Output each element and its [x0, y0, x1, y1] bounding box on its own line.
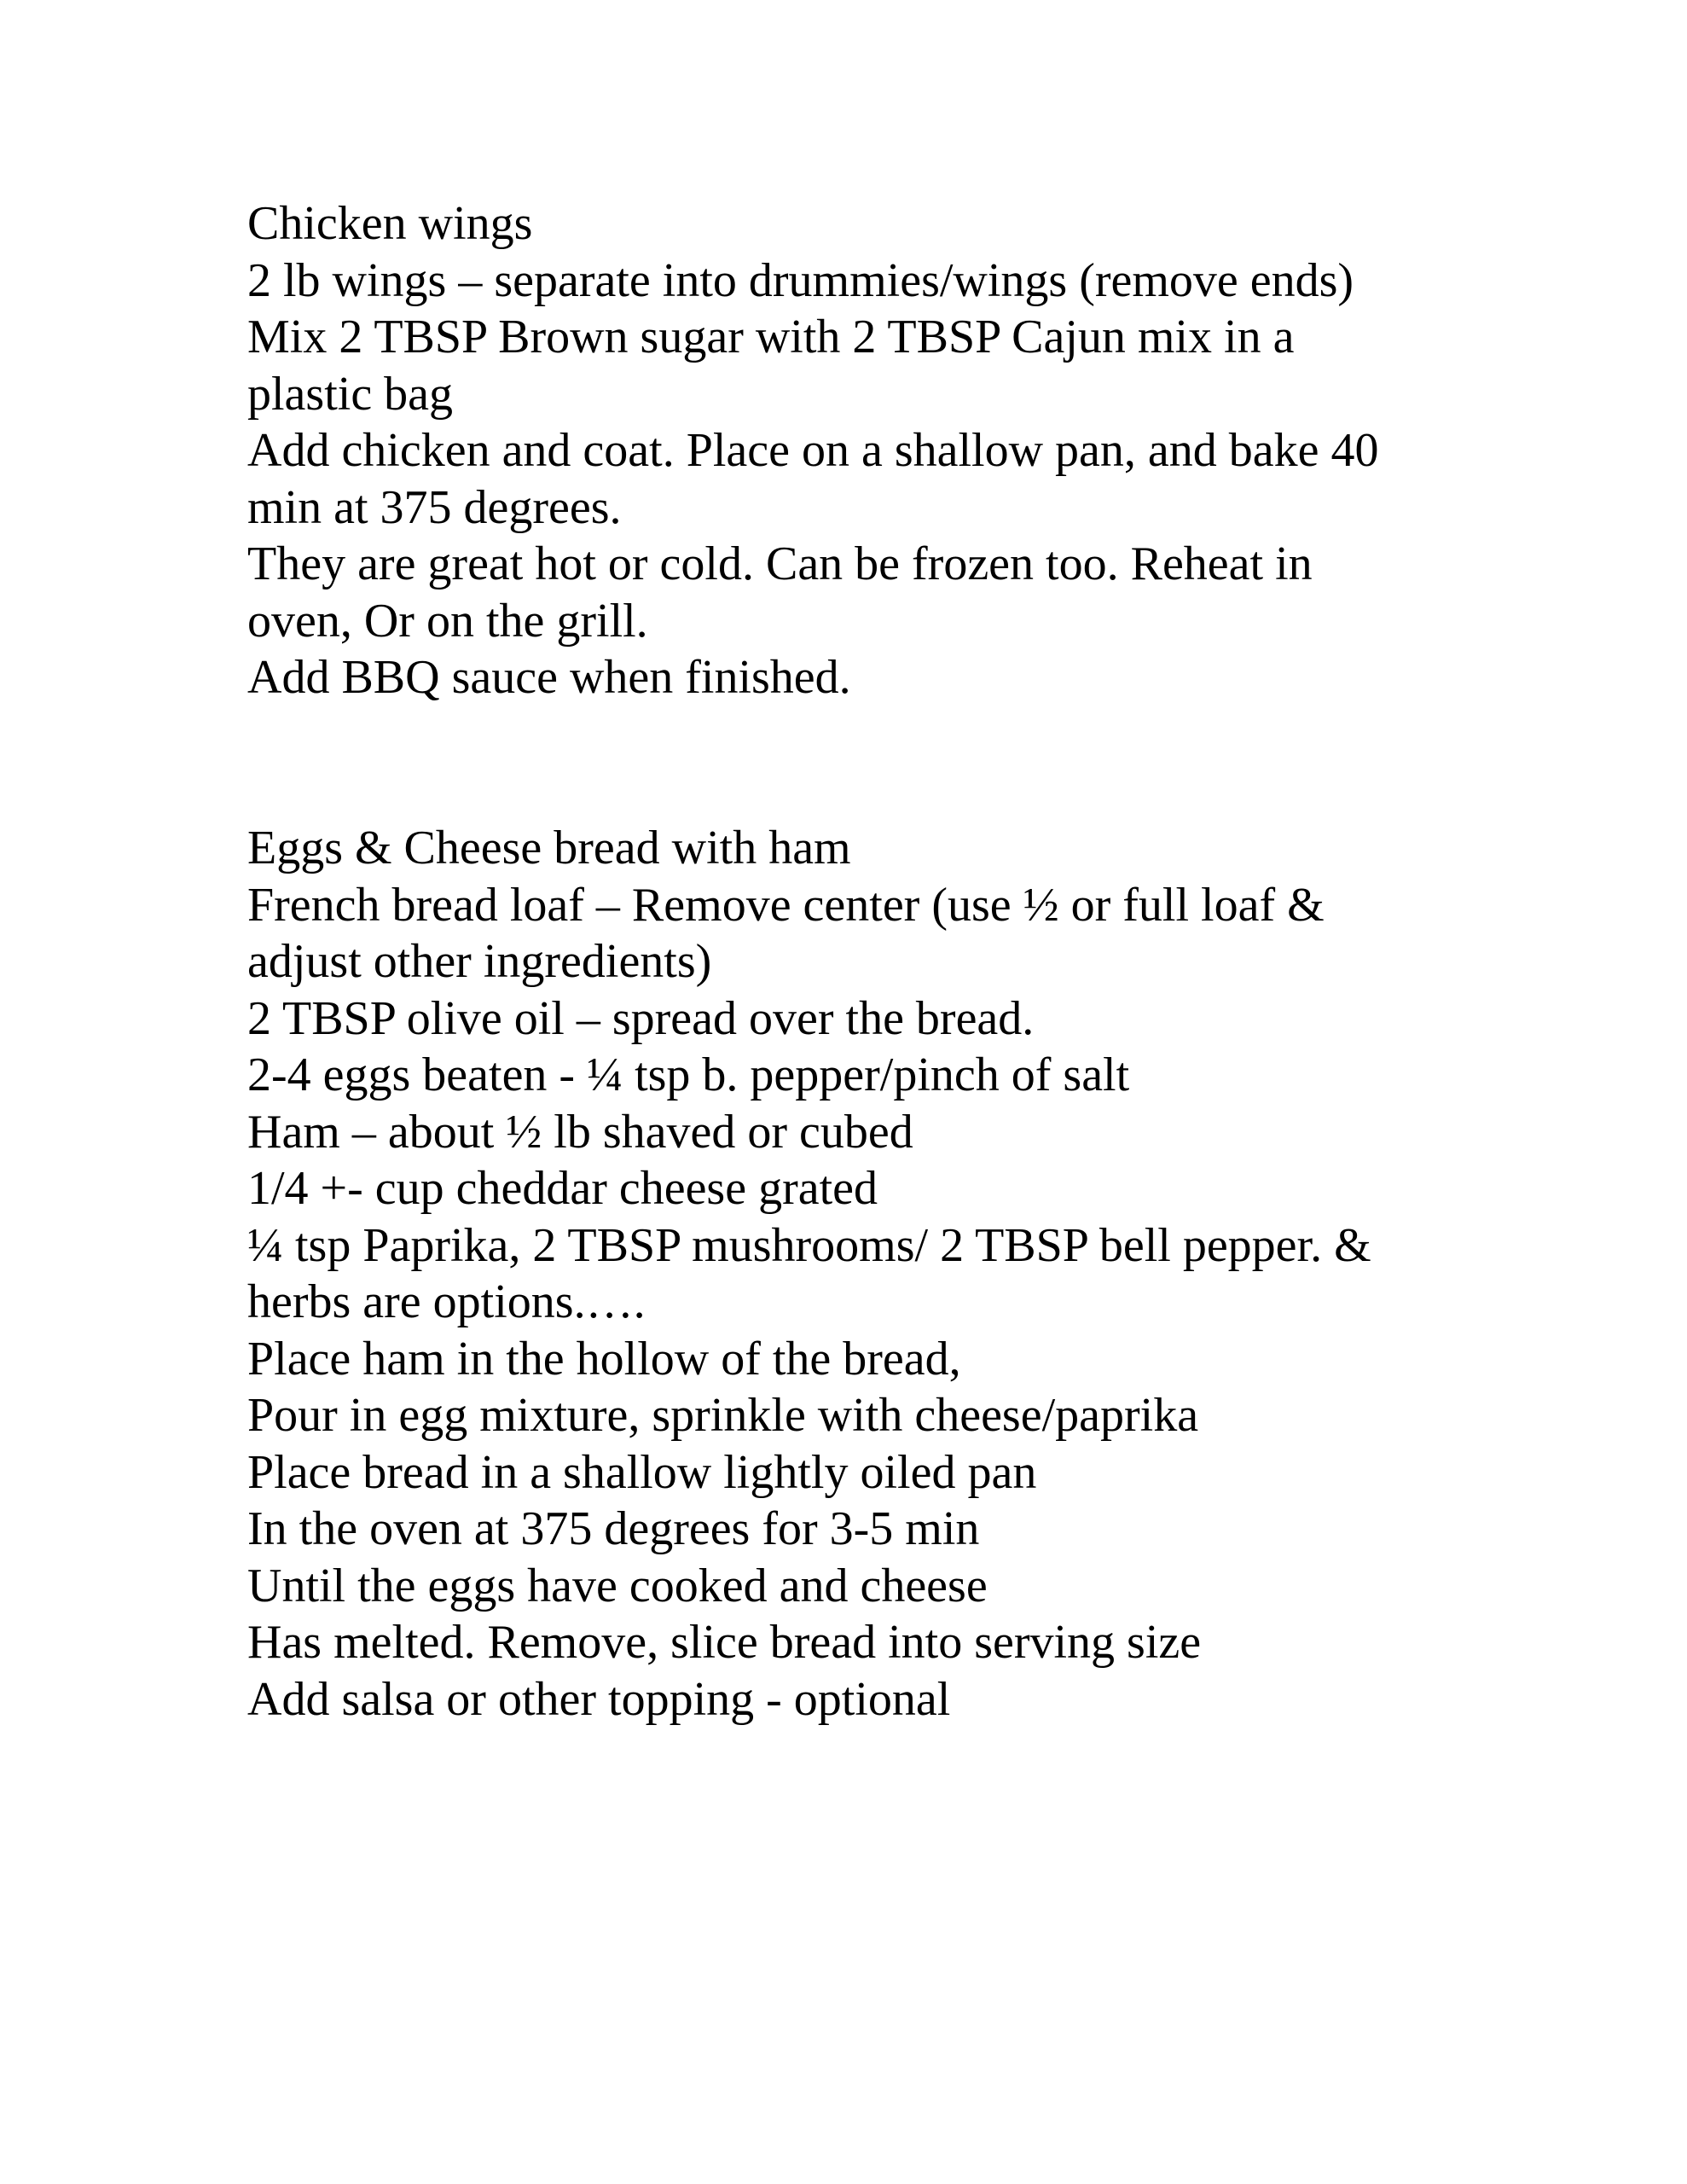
ingredient-line: French bread loaf – Remove center (use ½ or full loaf & — [247, 878, 1325, 932]
ingredient-line: adjust other ingredients) — [247, 935, 712, 988]
ingredient-line: ¼ tsp Paprika, 2 TBSP mushrooms/ 2 TBSP bell pepper. & — [247, 1218, 1371, 1272]
instruction-line: Mix 2 TBSP Brown sugar with 2 TBSP Cajun mix in a — [247, 311, 1295, 363]
instruction-line: Has melted. Remove, slice bread into serving size — [247, 1616, 1202, 1669]
recipe-title: Eggs & Cheese bread with ham — [247, 822, 851, 874]
ingredient-line: Ham – about ½ lb shaved or cubed — [247, 1105, 913, 1159]
ingredient-line: 2 lb wings – separate into drummies/wings (remove ends) — [247, 253, 1354, 307]
ingredient-line: 1/4 +- cup cheddar cheese grated — [247, 1162, 878, 1215]
instruction-line: In the oven at 375 degrees for 3-5 min — [247, 1502, 980, 1555]
instruction-line: Add chicken and coat. Place on a shallow pan, and bake 40 — [247, 424, 1379, 477]
ingredient-line: 2-4 eggs beaten - ¼ tsp b. pepper/pinch of salt — [247, 1048, 1130, 1101]
instruction-line: oven, Or on the grill. — [247, 594, 648, 648]
instruction-line: min at 375 degrees. — [247, 480, 622, 534]
instruction-line: Add BBQ sauce when finished. — [247, 651, 851, 704]
instruction-line: Pour in egg mixture, sprinkle with cheese/paprika — [247, 1389, 1199, 1442]
recipe-eggs-cheese-bread — [247, 820, 1493, 1728]
instruction-line: Add salsa or other topping - optional — [247, 1672, 951, 1726]
recipe-title: Chicken wings — [247, 197, 533, 250]
ingredient-line: herbs are options.…. — [247, 1275, 646, 1328]
recipe-chicken-wings — [247, 195, 1493, 706]
instruction-line: Place ham in the hollow of the bread, — [247, 1332, 961, 1385]
instruction-line: plastic bag — [247, 367, 454, 421]
instruction-line: They are great hot or cold. Can be frozen too. Reheat in — [247, 537, 1313, 590]
ingredient-line: 2 TBSP olive oil – spread over the bread. — [247, 991, 1035, 1045]
instruction-line: Until the eggs have cooked and cheese — [247, 1559, 988, 1612]
instruction-line: Place bread in a shallow lightly oiled pan — [247, 1445, 1037, 1499]
